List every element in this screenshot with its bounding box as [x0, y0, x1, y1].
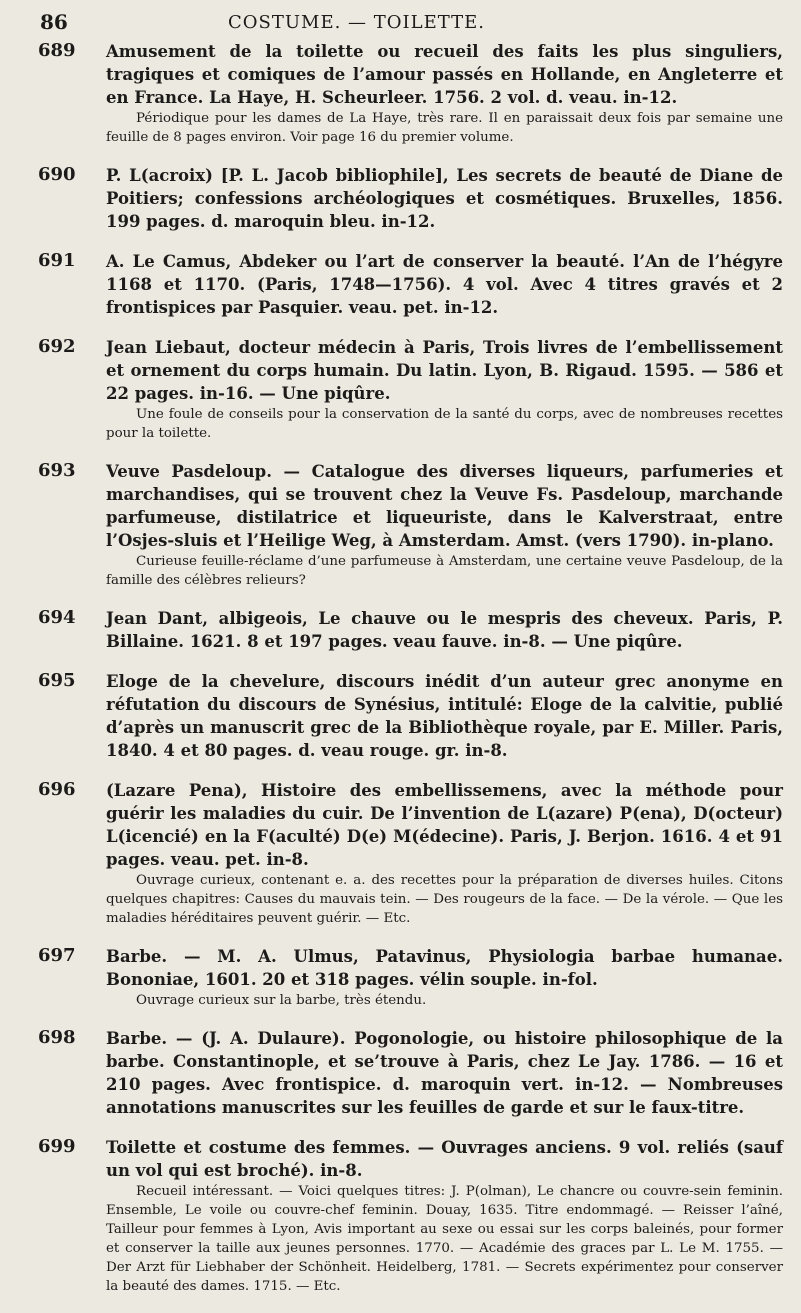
page-number: 86 — [40, 10, 68, 34]
entry-title: (Lazare Pena), Histoire des embellissemens, avec la méthode pour guérir les maladies du cuir. De l’invention de L(azare) P(ena), D(octeur) L(icencié) en la F(aculté) D(e) M(édecine). Paris, J. Berjon. 1616. 4 et 91 pages. veau. pet. in-8. — [106, 781, 783, 869]
entry-title: Toilette et costume des femmes. — Ouvrages anciens. 9 vol. reliés (sauf un vol qui est broché). in-8. — [106, 1138, 783, 1180]
entry-note: Une foule de conseils pour la conservation de la santé du corps, avec de nombreuses recettes pour la toilette. — [106, 407, 783, 441]
lot-number: 694 — [38, 607, 76, 628]
catalogue-entries — [0, 40, 801, 1313]
lot-number: 689 — [38, 40, 76, 61]
entry-title: Jean Liebaut, docteur médecin à Paris, Trois livres de l’embellissement et ornement du corps humain. Du latin. Lyon, B. Rigaud. 1595. — 586 et 22 pages. in-16. — Une piqûre. — [106, 338, 783, 403]
entry-title: P. L(acroix) [P. L. Jacob bibliophile], Les secrets de beauté de Diane de Poitiers; confessions archéologiques et cosmétiques. Bruxelles, 1856. 199 pages. d. maroquin bleu. in-12. — [106, 166, 783, 231]
entry-title: Amusement de la toilette ou recueil des faits les plus singuliers, tragiques et comiques de l’amour passés en Hollande, en Angleterre et en France. La Haye, H. Scheurleer. 1756. 2 vol. d. veau. in-12. — [106, 42, 783, 107]
entry-note: Curieuse feuille-réclame d’une parfumeuse à Amsterdam, une certaine veuve Pasdeloup, de la famille des célèbres relieurs? — [106, 554, 783, 588]
catalogue-entry — [0, 607, 801, 653]
entry-note: Ouvrage curieux, contenant e. a. des recettes pour la préparation de diverses huiles. Citons quelques chapitres: Causes du mauvais tein. — Des rougeurs de la face. — De la vérole. — Que les maladies héréditaires peuvent guérir. — Etc. — [106, 873, 783, 926]
catalogue-entry — [0, 1136, 801, 1296]
entry-title: A. Le Camus, Abdeker ou l’art de conserver la beauté. l’An de l’hégyre 1168 et 1170. (Paris, 1748—1756). 4 vol. Avec 4 titres gravés et 2 frontispices par Pasquier. veau. pet. in-12. — [106, 252, 783, 317]
entry-title: Barbe. — M. A. Ulmus, Patavinus, Physiologia barbae humanae. Bononiae, 1601. 20 et 318 pages. vélin souple. in-fol. — [106, 947, 783, 989]
entry-note: Recueil intéressant. — Voici quelques titres: J. P(olman), Le chancre ou couvre-sein feminin. Ensemble, Le voile ou couvre-chef feminin. Douay, 1635. Titre endommagé. — Reisser l’aîné, Tailleur pour femmes à Lyon, Avis important au sexe ou essai sur les corps baleinés, pour former et conserver la taille aux jeunes personnes. 1770. — Académie des graces par L. Le M. 1755. — Der Arzt für Liebhaber der Schönheit. Heidelberg, 1781. — Secrets expérimentez pour conserver la beauté des dames. 1715. — Etc. — [106, 1184, 783, 1294]
entry-title: Barbe. — (J. A. Dulaure). Pogonologie, ou histoire philosophique de la barbe. Constantinople, et se’trouve à Paris, chez Le Jay. 1786. — 16 et 210 pages. Avec frontispice. d. maroquin vert. in-12. — Nombreuses annotations manuscrites sur les feuilles de garde et sur le faux-titre. — [106, 1029, 783, 1117]
lot-number: 692 — [38, 336, 76, 357]
lot-number: 698 — [38, 1027, 76, 1048]
running-title: COSTUME. — TOILETTE. — [228, 12, 485, 33]
entry-note: Ouvrage curieux sur la barbe, très étendu. — [136, 993, 427, 1008]
lot-number: 690 — [38, 164, 76, 185]
entry-title: Eloge de la chevelure, discours inédit d’un auteur grec anonyme en réfutation du discours de Synésius, intitulé: Eloge de la calvitie, publié d’après un manuscrit grec de la Bibliothèque royale, par E. Miller. Paris, 1840. 4 et 80 pages. d. veau rouge. gr. in-8. — [106, 672, 783, 760]
lot-number: 695 — [38, 670, 76, 691]
page-header — [0, 6, 801, 36]
lot-number: 699 — [38, 1136, 76, 1157]
lot-number: 693 — [38, 460, 76, 481]
entry-title: Jean Dant, albigeois, Le chauve ou le mespris des cheveux. Paris, P. Billaine. 1621. 8 et 197 pages. veau fauve. in-8. — Une piqûre. — [106, 609, 783, 651]
lot-number: 697 — [38, 945, 76, 966]
lot-number: 691 — [38, 250, 76, 271]
entry-note: Périodique pour les dames de La Haye, très rare. Il en paraissait deux fois par semaine une feuille de 8 pages environ. Voir page 16 du premier volume. — [106, 111, 783, 145]
catalogue-entry — [0, 460, 801, 590]
catalogue-entry — [0, 779, 801, 928]
catalogue-entry — [0, 164, 801, 233]
catalogue-entry — [0, 945, 801, 1010]
catalogue-entry — [0, 336, 801, 443]
catalogue-entry — [0, 1027, 801, 1119]
catalogue-entry — [0, 40, 801, 147]
catalogue-entry — [0, 250, 801, 319]
catalogue-entry — [0, 670, 801, 762]
entry-title: Veuve Pasdeloup. — Catalogue des diverses liqueurs, parfumeries et marchandises, qui se trouvent chez la Veuve Fs. Pasdeloup, marchande parfumeuse, distilatrice et liqueuriste, dans le Kalverstraat, entre l’Osjes-sluis et l’Heilige Weg, à Amsterdam. Amst. (vers 1790). in-plano. — [106, 462, 783, 550]
lot-number: 696 — [38, 779, 76, 800]
